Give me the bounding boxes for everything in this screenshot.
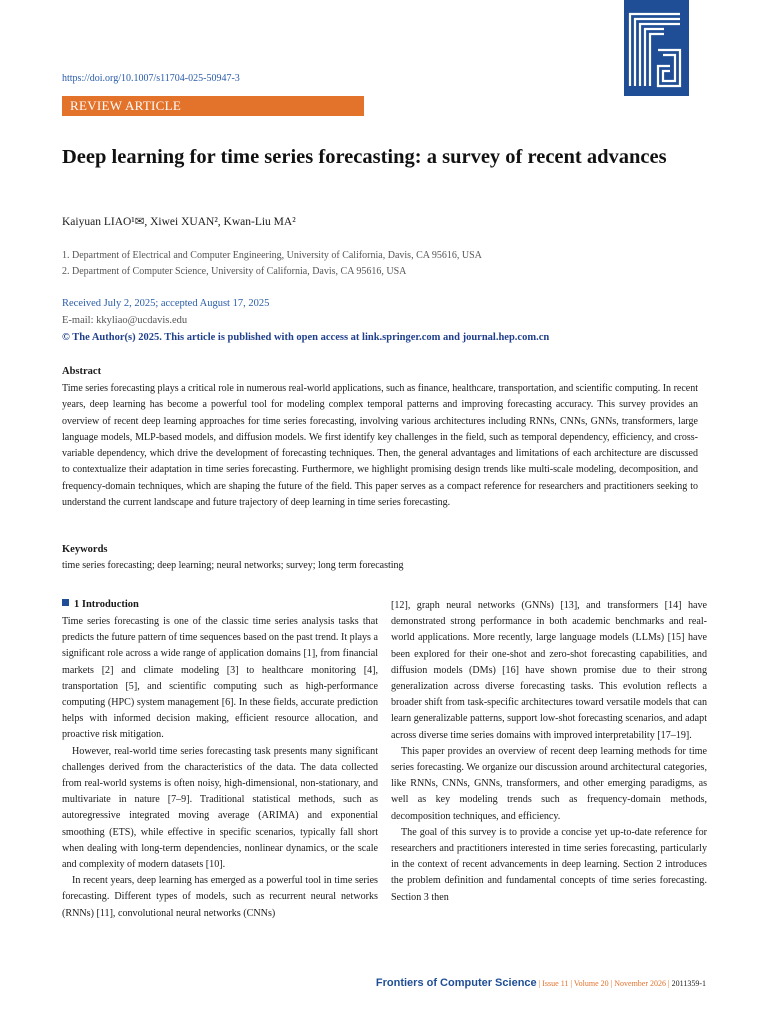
paragraph: However, real-world time series forecasting task presents many significant challenges derived from the characteristics of the data. The data collected from real-world systems is often noisy, high-dimensional, non-stationary, and multivariate in nature [7–9]. Traditional statistical methods, such as autoregressive integrated moving average (ARIMA) and exponential smoothing (ETS), while effective in specific scenarios, typically fall short when dealing with long-term dependencies, nonlinear dynamics, or the scale and complexity of modern datasets [10]. <box>62 745 378 871</box>
paragraph: The goal of this survey is to provide a concise yet up-to-date reference for researchers and practitioners interested in time series forecasting, particularly in the context of recent advancements in deep learning. Section 2 introduces the problem definition and fundamental concepts of time series forecasting. Section 3 then <box>391 826 707 903</box>
footer-issue: Issue 11 <box>542 979 569 988</box>
corresponding-email[interactable]: E-mail: kkyliao@ucdavis.edu <box>62 315 188 326</box>
paragraph: [12], graph neural networks (GNNs) [13], and transformers [14] have demonstrated strong performance in both academic benchmarks and real-world applications. More recently, large language models (LLMs) [15] have been explored for their one-shot and zero-shot forecasting capabilities, and diffusion models (DMs) [16] have shown promise due to their strong generalization across diverse forecasting tasks. This evolution reflects a broader shift from task-specific architectures toward versatile models that can learn generalizable patterns, support low-shot forecasting scenarios, and adapt across diverse time series domains with improved interpretability [17–19]. <box>391 600 707 741</box>
open-access-notice: © The Author(s) 2025. This article is published with open access at link.springer.com and journal.hep.com.cn <box>62 332 550 343</box>
footer-date: November 2026 <box>614 979 667 988</box>
section-heading-text: 1 Introduction <box>74 599 139 610</box>
journal-name: Frontiers of Computer Science <box>375 977 537 989</box>
affiliation-1: 1. Department of Electrical and Computer Engineering, University of California, Davis, CA 95616, USA <box>62 250 482 261</box>
abstract-text: Time series forecasting plays a critical role in numerous real-world applications, such as finance, healthcare, transportation, and scientific computing. In recent years, deep learning has become a powerful tool for modeling complex temporal patterns and improving forecasting accuracy. This survey provides an overview of recent deep learning approaches for time series forecasting, involving various architectures including RNNs, CNNs, GNNs, transformers, large language models, MLP-based models, and diffusion models. We first identify key challenges in the field, such as temporal dependency, efficiency, and cross-variable dependency, which drive the development of forecasting techniques. Then, the general advantages and limitations of each architecture are discussed to contextualize their adaptation in time series forecasting. Furthermore, we highlight promising design trends like multi-scale modeling, decomposition, and frequency-domain techniques, which are shaping the future of the field. This paper serves as a compact reference for researchers and practitioners seeking to understand the current landscape and future trajectory of deep learning in time series forecasting. <box>62 383 698 509</box>
paragraph: This paper provides an overview of recent deep learning methods for time series forecasting. We organize our discussion around architectural categories, like RNNs, CNNs, GNNs, transformers, and other emerging paradigms, as well as key modeling trends such as frequency-domain methods, decomposition techniques, and efficiency. <box>391 745 707 822</box>
square-bullet-icon <box>62 599 69 606</box>
paragraph: Time series forecasting is one of the classic time series analysis tasks that predicts the future pattern of time sequences based on the past trend. It plays a significant role across a wide range of application domains [1], from financial markets [2] and climate modeling [3] to healthcare monitoring [4], transportation [5], and scientific computing such as high-performance computing (HPC) system management [6]. In these fields, accurate prediction helps with informed decision making, efficient resource allocation, and proactive risk mitigation. <box>62 616 378 741</box>
affiliation-2: 2. Department of Computer Science, University of California, Davis, CA 95616, USA <box>62 266 407 277</box>
body-column-right <box>391 598 707 906</box>
paper-title: Deep learning for time series forecasting: a survey of recent advances <box>62 146 667 168</box>
section-heading <box>62 599 139 610</box>
keywords-text: time series forecasting; deep learning; neural networks; survey; long term forecasting <box>62 560 404 571</box>
doi-link[interactable]: https://doi.org/10.1007/s11704-025-50947-3 <box>62 73 240 84</box>
received-dates: Received July 2, 2025; accepted August 17, 2025 <box>62 298 270 309</box>
keywords-heading: Keywords <box>62 544 108 555</box>
footer-volume: Volume 20 <box>573 979 609 988</box>
body-column-left <box>62 614 378 922</box>
footer-page: 2011359-1 <box>671 979 706 988</box>
paragraph: In recent years, deep learning has emerged as a powerful tool in time series forecasting. Different types of models, such as recurrent neural networks (RNNs) [11], convolutional neural networks (CNNs) <box>62 875 378 919</box>
page-footer: Frontiers of Computer Science | Issue 11 | Volume 20 | November 2026 | 2011359-1 <box>375 977 706 989</box>
article-type-banner: REVIEW ARTICLE <box>62 96 364 116</box>
author-list: Kaiyuan LIAO¹✉, Xiwei XUAN², Kwan-Liu MA² <box>62 216 296 228</box>
journal-logo-icon <box>624 0 689 96</box>
abstract-heading: Abstract <box>62 366 102 377</box>
